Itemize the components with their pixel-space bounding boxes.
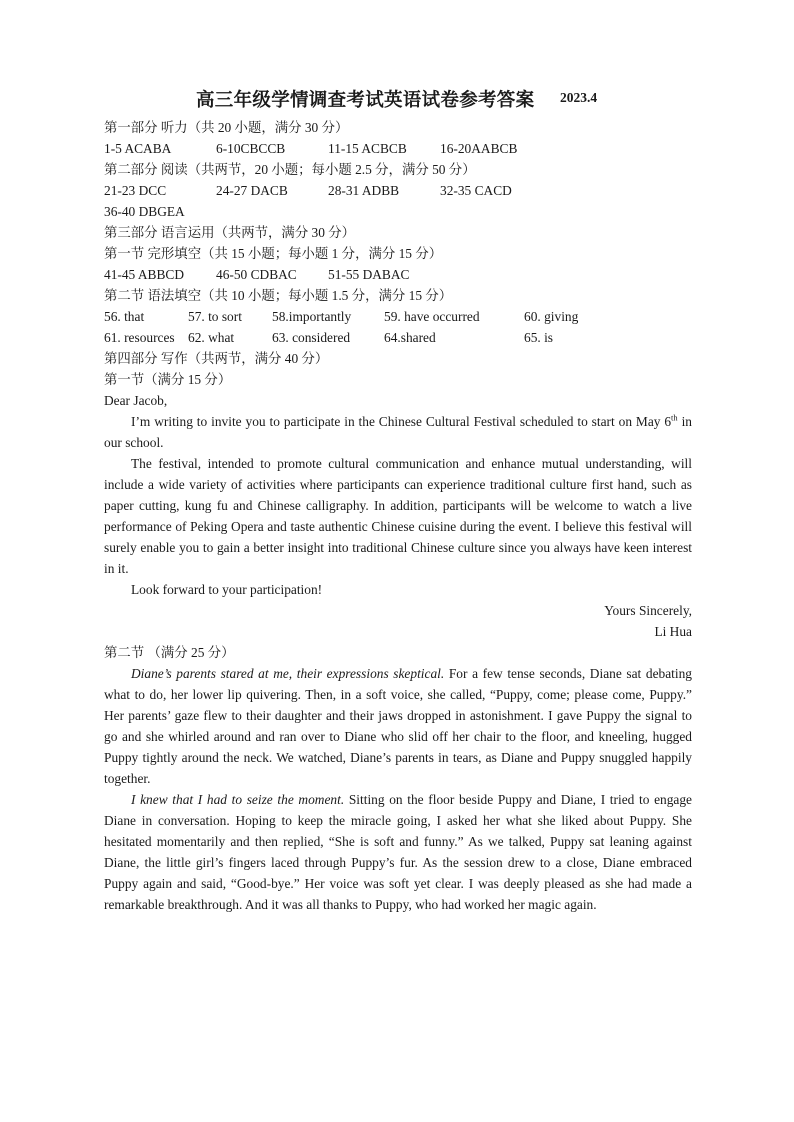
story-p1-text: For a few tense seconds, Diane sat debating what to do, her lower lip quivering. Then, in a soft voice, she called, “Puppy, come; please come, Puppy.” Her parents’ gaze flew to their daughter and their jaws dropped in astonishment. I gave Puppy the signal to go and she whirled around and ran over to Diane who slid off her chair to the floor, and kneeling, hugged Puppy tightly around the neck. We watched, Diane’s parents in tears, as Diane and Puppy snuggled happily together. (104, 666, 692, 786)
grammar-answer: 58.importantly (272, 309, 352, 324)
answer-group: 41-45 ABBCD (104, 267, 184, 282)
answer-group: 36-40 DBGEA (104, 204, 185, 219)
grammar-answer: 64.shared (384, 330, 436, 345)
part4-section2-heading: 第二节 （满分 25 分） (104, 645, 235, 660)
part3-section2-row2 (104, 327, 692, 348)
letter-paragraph-3: Look forward to your participation! (131, 582, 323, 597)
part2-heading: 第二部分 阅读（共两节，20 小题；每小题 2.5 分，满分 50 分） (104, 162, 476, 177)
answer-group: 51-55 DABAC (328, 267, 410, 282)
part1-answers (104, 138, 692, 159)
letter-p1-text: I’m writing to invite you to participate in the Chinese Cultural Festival scheduled to start on May 6 (131, 414, 672, 429)
answer-group: 11-15 ACBCB (328, 141, 407, 156)
answer-content (104, 117, 692, 915)
letter-greeting: Dear Jacob, (104, 393, 168, 408)
part3-section2-heading: 第二节 语法填空（共 10 小题；每小题 1.5 分，满分 15 分） (104, 288, 453, 303)
story-p2-text: Sitting on the floor beside Puppy and Diane, I tried to engage Diane in conversation. Hoping to keep the miracle going, I asked her what she liked about Puppy. She hesitated momentarily and then replied, “She is soft and funny.” As we talked, Puppy sat leaning against Diane, the little girl’s fingers laced through Puppy’s fur. As the session drew to a close, Diane embraced Puppy again and said, “Good-bye.” Her voice was soft yet clear. I was deeply pleased as she had made a remarkable breakthrough. And it was all thanks to Puppy, who had worked her magic again. (104, 792, 692, 912)
grammar-answer: 62. what (188, 330, 235, 345)
grammar-answer: 61. resources (104, 330, 175, 345)
letter-closing: Yours Sincerely, (604, 603, 692, 618)
ordinal-suffix: th (671, 412, 678, 423)
story-paragraph-1 (104, 663, 692, 789)
answer-group: 24-27 DACB (216, 183, 288, 198)
answer-group: 6-10CBCCB (216, 141, 286, 156)
letter-p1-end: in our school. (104, 414, 692, 450)
story-p1-lead: Diane’s parents stared at me, their expressions skeptical. (131, 666, 445, 681)
part2-answers-row1 (104, 180, 692, 201)
answer-group: 46-50 CDBAC (216, 267, 297, 282)
grammar-answer: 60. giving (524, 309, 579, 324)
grammar-answer: 59. have occurred (384, 309, 480, 324)
answer-group: 1-5 ACABA (104, 141, 172, 156)
story-p2-lead: I knew that I had to seize the moment. (131, 792, 345, 807)
grammar-answer: 65. is (524, 330, 554, 345)
answer-group: 21-23 DCC (104, 183, 167, 198)
part3-section1-answers (104, 264, 692, 285)
title-row (0, 86, 794, 112)
letter-paragraph-2: The festival, intended to promote cultural communication and enhance mutual understanding, will include a wide variety of activities where participants can experience traditional culture first hand, such as paper cutting, kung fu and Chinese calligraphy. In addition, participants will be welcome to watch a live performance of Peking Opera and taste authentic Chinese cuisine during the event. I believe this festival will surely enable you to gain a better insight into traditional Chinese culture since you always have keen interest in it. (104, 456, 692, 576)
grammar-answer: 56. that (104, 309, 145, 324)
part4-section1-heading: 第一节（满分 15 分） (104, 372, 232, 387)
page-title: 高三年级学情调查考试英语试卷参考答案 (196, 91, 535, 111)
part2-answers-row2 (104, 201, 692, 222)
part3-section1-heading: 第一节 完形填空（共 15 小题；每小题 1 分，满分 15 分） (104, 246, 443, 261)
part4-heading: 第四部分 写作（共两节，满分 40 分） (104, 351, 329, 366)
part3-heading: 第三部分 语言运用（共两节，满分 30 分） (104, 225, 356, 240)
answer-group: 32-35 CACD (440, 183, 512, 198)
part3-section2-row1 (104, 306, 692, 327)
letter-signature: Li Hua (654, 624, 692, 639)
grammar-answer: 63. considered (272, 330, 351, 345)
answer-group: 16-20AABCB (440, 141, 518, 156)
part1-heading: 第一部分 听力（共 20 小题，满分 30 分） (104, 120, 349, 135)
story-paragraph-2 (104, 789, 692, 915)
exam-date: 2023.4 (560, 90, 598, 105)
answer-group: 28-31 ADBB (328, 183, 400, 198)
letter-paragraph-1 (104, 411, 692, 453)
grammar-answer: 57. to sort (188, 309, 242, 324)
